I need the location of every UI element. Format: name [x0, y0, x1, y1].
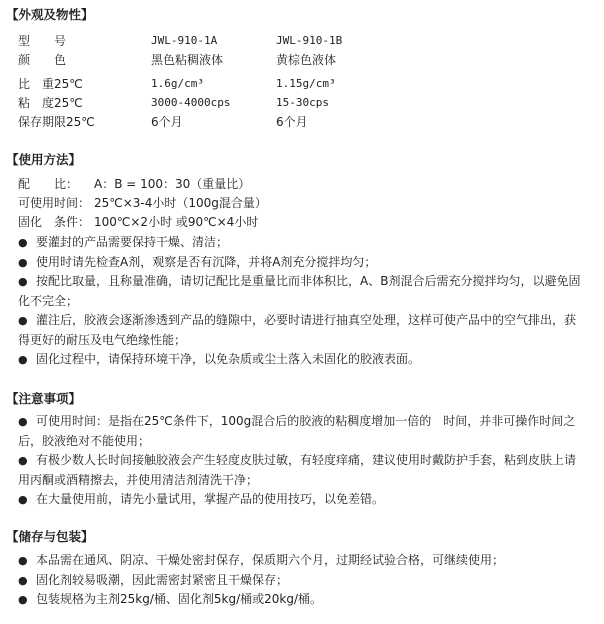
bullet-icon: ●	[18, 353, 28, 366]
list-item: ● 本品需在通风、阴凉、干燥处密封保存，保质期六个月，过期经试验合格，可继续使用；	[18, 551, 588, 571]
list-item: ● 要灌封的产品需要保持干燥、清洁；	[18, 233, 588, 253]
prop-label: 颜 色	[18, 53, 67, 67]
bullet-icon: ●	[18, 573, 28, 587]
list-item: ● 使用时请先检查A剂，观察是否有沉降，并将A剂充分搅拌均匀；	[18, 253, 588, 273]
section-title-appearance: 【外观及物性】	[6, 7, 94, 22]
bullet-icon: ●	[18, 275, 28, 288]
bullet-icon: ●	[18, 255, 28, 269]
usage-list	[18, 233, 588, 370]
prop-label: 比 重25℃	[18, 77, 83, 91]
prop-value-a: 3000-4000cps	[151, 96, 231, 109]
prop-value-b: 15-30cps	[276, 96, 329, 109]
param-value: 25℃×3-4小时（100g混合量）	[94, 196, 267, 210]
param-value: 100℃×2小时 或90℃×4小时	[94, 215, 259, 229]
storage-list	[18, 551, 588, 610]
section-title-notes: 【注意事项】	[6, 391, 82, 406]
param-label: 可使用时间：	[18, 196, 91, 210]
list-item: ● 在大量使用前，请先小量试用，掌握产品的使用技巧，以免差错。	[18, 490, 588, 510]
list-item: ● 包装规格为主剂25kg/桶、固化剂5kg/桶或20kg/桶。	[18, 590, 588, 610]
prop-value-a: 6个月	[151, 115, 183, 129]
list-item: ● 可使用时间：是指在25℃条件下，100g混合后的胶液的粘稠度增加一倍的 时间，并非可操作时间之 后，胶液绝对不能使用；	[18, 414, 576, 448]
bullet-icon: ●	[18, 415, 28, 428]
bullet-icon: ●	[18, 454, 28, 467]
param-value: A：B = 100：30（重量比）	[94, 177, 251, 191]
bullet-icon: ●	[18, 593, 28, 606]
prop-value-b: 黄棕色液体	[276, 53, 337, 67]
bullet-icon: ●	[18, 314, 28, 327]
section-title-storage: 【储存与包装】	[6, 529, 94, 544]
list-item: ● 按配比取量，且称量准确，请切记配比是重量比而非体积比，A、B剂混合后需充分搅拌均匀，以避免固 化不完全；	[18, 274, 581, 308]
section-title-usage: 【使用方法】	[6, 152, 82, 167]
prop-value-a: 黑色粘稠液体	[151, 53, 224, 67]
bullet-icon: ●	[18, 236, 28, 249]
prop-label: 型 号	[18, 34, 67, 48]
prop-value-b: JWL-910-1B	[276, 34, 343, 47]
prop-value-b: 6个月	[276, 115, 308, 129]
bullet-icon: ●	[18, 554, 28, 567]
list-item: ● 固化过程中，请保持环境干净，以免杂质或尘土落入未固化的胶液表面。	[18, 350, 588, 370]
bullet-icon: ●	[18, 493, 28, 506]
notes-list	[18, 412, 588, 510]
list-item: ● 固化剂较易吸潮，因此需密封紧密且干燥保存；	[18, 571, 588, 591]
list-item: ● 有极少数人长时间接触胶液会产生轻度皮肤过敏，有轻度痒痛，建议使用时戴防护手套，粘到皮肤上请 用丙酮或酒精擦去，并使用清洁剂清洗干净；	[18, 453, 577, 487]
param-label: 配 比：	[18, 177, 79, 191]
prop-value-a: JWL-910-1A	[151, 34, 218, 47]
prop-label: 粘 度25℃	[18, 96, 83, 110]
prop-value-b: 1.15g/cm³	[276, 77, 336, 90]
list-item: ● 灌注后，胶液会逐渐渗透到产品的缝隙中，必要时请进行抽真空处理，这样可使产品中的空气排出，获 得更好的耐压及电气绝缘性能；	[18, 313, 577, 347]
prop-label: 保存期限25℃	[18, 115, 95, 129]
param-label: 固化 条件：	[18, 215, 91, 229]
prop-value-a: 1.6g/cm³	[151, 77, 204, 90]
